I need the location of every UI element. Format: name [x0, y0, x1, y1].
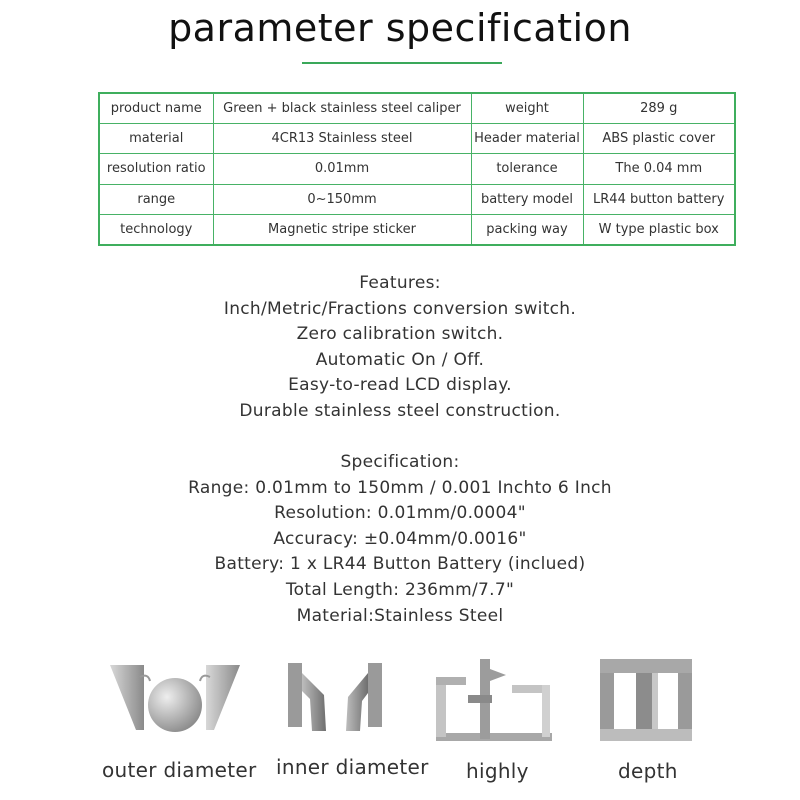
- feature-item: Inch/Metric/Fractions conversion switch.: [223, 298, 577, 319]
- table-cell: The 0.04 mm: [583, 154, 735, 184]
- table-cell: Header material: [471, 124, 583, 154]
- table-cell: material: [99, 124, 213, 154]
- title-underline: [302, 62, 502, 64]
- table-cell: range: [99, 184, 213, 214]
- table-cell: 4CR13 Stainless steel: [213, 124, 471, 154]
- inner-diameter-icon: [282, 655, 392, 740]
- height-icon: [432, 655, 557, 747]
- table-cell: tolerance: [471, 154, 583, 184]
- table-row: [99, 93, 735, 124]
- specification-item: Range: 0.01mm to 150mm / 0.001 Inchto 6 Inch: [188, 477, 612, 498]
- features-heading: Features:: [359, 273, 441, 293]
- table-row: [99, 124, 735, 154]
- outer-diameter-icon: [100, 655, 250, 740]
- table-cell: packing way: [471, 214, 583, 245]
- features-section: [0, 271, 800, 425]
- table-cell: 0~150mm: [213, 184, 471, 214]
- specification-section: [0, 450, 800, 629]
- table-cell: Green + black stainless steel caliper: [213, 93, 471, 124]
- table-cell: weight: [471, 93, 583, 124]
- specification-item: Resolution: 0.01mm/0.0004": [274, 503, 526, 524]
- feature-item: Easy-to-read LCD display.: [288, 375, 512, 396]
- specification-heading: Specification:: [340, 452, 460, 472]
- table-cell: product name: [99, 93, 213, 124]
- feature-item: Automatic On / Off.: [315, 349, 485, 370]
- specification-item: Accuracy: ±0.04mm/0.0016": [273, 528, 527, 549]
- table-cell: technology: [99, 214, 213, 245]
- table-cell: W type plastic box: [583, 214, 735, 245]
- table-cell: LR44 button battery: [583, 184, 735, 214]
- measurement-label: highly: [466, 759, 529, 783]
- measurement-label: outer diameter: [102, 758, 257, 782]
- table-cell: Magnetic stripe sticker: [213, 214, 471, 245]
- table-cell: 0.01mm: [213, 154, 471, 184]
- specification-item: Material:Stainless Steel: [296, 605, 504, 626]
- specification-item: Total Length: 236mm/7.7": [285, 579, 515, 600]
- measurement-label: depth: [618, 759, 678, 783]
- feature-item: Zero calibration switch.: [296, 324, 504, 345]
- table-cell: battery model: [471, 184, 583, 214]
- parameter-table: [98, 92, 736, 246]
- depth-icon: [598, 655, 698, 745]
- specification-item: Battery: 1 x LR44 Button Battery (inclued): [214, 554, 586, 575]
- feature-item: Durable stainless steel construction.: [239, 400, 561, 421]
- measurement-label: inner diameter: [276, 755, 429, 779]
- table-cell: 289 g: [583, 93, 735, 124]
- table-row: [99, 184, 735, 214]
- page-title: parameter specification: [168, 6, 632, 50]
- table-row: [99, 154, 735, 184]
- table-cell: ABS plastic cover: [583, 124, 735, 154]
- table-cell: resolution ratio: [99, 154, 213, 184]
- measurement-modes: [0, 655, 800, 800]
- table-row: [99, 214, 735, 245]
